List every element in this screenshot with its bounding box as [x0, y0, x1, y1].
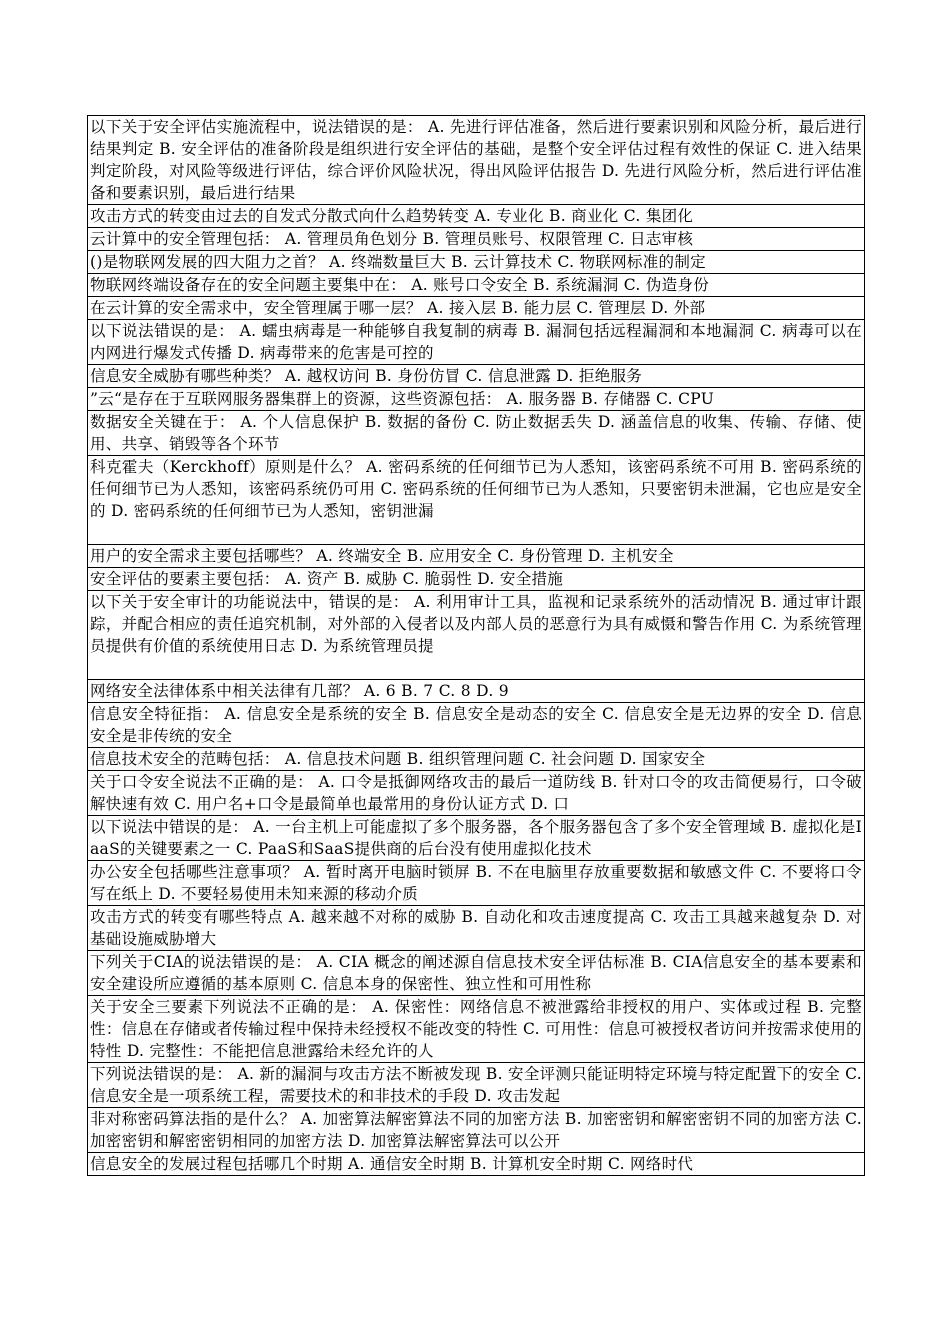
question-cell	[88, 251, 865, 274]
question-cell	[88, 771, 865, 816]
question-cell	[88, 568, 865, 591]
table-row	[88, 996, 865, 1063]
question-text: 下列关于CIA的说法错误的是： A. CIA 概念的阐述源自信息技术安全评估标准 B. CIA信息安全的基本要素和安全建设所应遵循的基本原则 C. 信息本身的保密性、独立性和可用性称	[90, 953, 862, 993]
question-text: 攻击方式的转变由过去的自发式分散式向什么趋势转变 A. 专业化 B. 商业化 C. 集团化	[90, 207, 694, 225]
question-cell	[88, 591, 865, 680]
question-cell	[88, 816, 865, 861]
table-row	[88, 568, 865, 591]
question-text: 以下关于安全评估实施流程中，说法错误的是： A. 先进行评估准备，然后进行要素识别和风险分析，最后进行结果判定 B. 安全评估的准备阶段是组织进行安全评估的基础，是整个安全评估过程有效性的保证 C. 进入结果判定阶段，对风险等级进行评估，综合评价风险状况，得出风险评估报告 D. 先进行风险分析，然后进行评估准备和要素识别，最后进行结果	[90, 118, 862, 202]
question-table	[87, 115, 865, 1176]
question-text: 非对称密码算法指的是什么？ A. 加密算法解密算法不同的加密方法 B. 加密密钥和解密密钥不同的加密方法 C. 加密密钥和解密密钥相同的加密方法 D. 加密算法解密算法可以公开	[90, 1110, 862, 1150]
table-row	[88, 274, 865, 297]
table-row	[88, 1108, 865, 1153]
table-row	[88, 591, 865, 680]
question-text: 用户的安全需求主要包括哪些？ A. 终端安全 B. 应用安全 C. 身份管理 D. 主机安全	[90, 547, 674, 565]
question-cell	[88, 365, 865, 388]
question-text: 信息技术安全的范畴包括： A. 信息技术问题 B. 组织管理问题 C. 社会问题 D. 国家安全	[90, 750, 706, 768]
question-text: 物联网终端设备存在的安全问题主要集中在： A. 账号口令安全 B. 系统漏洞 C. 伪造身份	[90, 276, 710, 294]
question-text: 信息安全的发展过程包括哪几个时期 A. 通信安全时期 B. 计算机安全时期 C. 网络时代	[90, 1155, 694, 1173]
question-cell	[88, 545, 865, 568]
question-text: 下列说法错误的是： A. 新的漏洞与攻击方法不断被发现 B. 安全评测只能证明特定环境与特定配置下的安全 C. 信息安全是一项系统工程，需要技术的和非技术的手段 D. 攻击发起	[90, 1065, 862, 1105]
table-row	[88, 228, 865, 251]
table-row	[88, 297, 865, 320]
table-row	[88, 771, 865, 816]
question-cell	[88, 228, 865, 251]
question-text: 安全评估的要素主要包括： A. 资产 B. 威胁 C. 脆弱性 D. 安全措施	[90, 570, 564, 588]
table-row	[88, 951, 865, 996]
question-cell	[88, 1063, 865, 1108]
question-text: ”云“是存在于互联网服务器集群上的资源，这些资源包括： A. 服务器 B. 存储器 C. CPU	[90, 390, 715, 408]
table-row	[88, 1063, 865, 1108]
question-cell	[88, 680, 865, 703]
question-text: ()是物联网发展的四大阻力之首？ A. 终端数量巨大 B. 云计算技术 C. 物联网标准的制定	[90, 253, 706, 271]
table-row	[88, 1153, 865, 1176]
question-text: 云计算中的安全管理包括： A. 管理员角色划分 B. 管理员账号、权限管理 C. 日志审核	[90, 230, 694, 248]
table-row	[88, 205, 865, 228]
table-row	[88, 906, 865, 951]
table-row	[88, 703, 865, 748]
question-text: 关于口令安全说法不正确的是： A. 口令是抵御网络攻击的最后一道防线 B. 针对口令的攻击简便易行，口令破解快速有效 C. 用户名+口令是最简单也最常用的身份认证方式 D. 口	[90, 773, 862, 813]
table-row	[88, 816, 865, 861]
question-cell	[88, 274, 865, 297]
question-cell	[88, 1153, 865, 1176]
table-row	[88, 748, 865, 771]
question-cell	[88, 116, 865, 205]
question-text: 攻击方式的转变有哪些特点 A. 越来越不对称的威胁 B. 自动化和攻击速度提高 C. 攻击工具越来越复杂 D. 对基础设施威胁增大	[90, 908, 862, 948]
question-text: 以下说法中错误的是： A. 一台主机上可能虚拟了多个服务器，各个服务器包含了多个安全管理域 B. 虚拟化是IaaS的关键要素之一 C. PaaS和SaaS提供商的后台没有使用虚拟化技术	[90, 818, 862, 858]
question-cell	[88, 388, 865, 411]
question-text: 数据安全关键在于： A. 个人信息保护 B. 数据的备份 C. 防止数据丢失 D. 涵盖信息的收集、传输、存储、使用、共享、销毁等各个环节	[90, 413, 862, 453]
question-text: 科克霍夫（Kerckhoff）原则是什么？ A. 密码系统的任何细节已为人悉知，该密码系统不可用 B. 密码系统的任何细节已为人悉知，该密码系统仍可用 C. 密码系统的任何细节已为人悉知，只要密钥未泄漏，它也应是安全的 D. 密码系统的任何细节已为人悉知，密钥泄漏	[90, 458, 862, 520]
question-cell	[88, 861, 865, 906]
question-cell	[88, 1108, 865, 1153]
table-row	[88, 320, 865, 365]
table-row	[88, 116, 865, 205]
question-cell	[88, 703, 865, 748]
table-row	[88, 861, 865, 906]
question-cell	[88, 748, 865, 771]
question-table-body	[88, 116, 865, 1176]
table-row	[88, 456, 865, 545]
table-row	[88, 388, 865, 411]
question-cell	[88, 297, 865, 320]
table-row	[88, 365, 865, 388]
question-text: 以下说法错误的是： A. 蠕虫病毒是一种能够自我复制的病毒 B. 漏洞包括远程漏洞和本地漏洞 C. 病毒可以在内网进行爆发式传播 D. 病毒带来的危害是可控的	[90, 322, 862, 362]
question-text: 在云计算的安全需求中，安全管理属于哪一层？ A. 接入层 B. 能力层 C. 管理层 D. 外部	[90, 299, 706, 317]
question-text: 信息安全威胁有哪些种类？ A. 越权访问 B. 身份仿冒 C. 信息泄露 D. 拒绝服务	[90, 367, 643, 385]
question-text: 关于安全三要素下列说法不正确的是： A. 保密性：网络信息不被泄露给非授权的用户、实体或过程 B. 完整性：信息在存储或者传输过程中保持未经授权不能改变的特性 C. 可用性：信息可被授权者访问并按需求使用的特性 D. 完整性：不能把信息泄露给未经允许的人	[90, 998, 862, 1060]
question-text: 办公安全包括哪些注意事项？ A. 暂时离开电脑时锁屏 B. 不在电脑里存放重要数据和敏感文件 C. 不要将口令写在纸上 D. 不要轻易使用未知来源的移动介质	[90, 863, 862, 903]
table-row	[88, 411, 865, 456]
table-row	[88, 680, 865, 703]
question-cell	[88, 996, 865, 1063]
question-cell	[88, 205, 865, 228]
table-row	[88, 545, 865, 568]
question-cell	[88, 906, 865, 951]
question-cell	[88, 411, 865, 456]
table-row	[88, 251, 865, 274]
question-cell	[88, 951, 865, 996]
question-text: 以下关于安全审计的功能说法中，错误的是： A. 利用审计工具，监视和记录系统外的活动情况 B. 通过审计跟踪，并配合相应的责任追究机制，对外部的入侵者以及内部人员的恶意行为具有威慑和警告作用 C. 为系统管理员提供有价值的系统使用日志 D. 为系统管理员提	[90, 593, 862, 655]
question-cell	[88, 320, 865, 365]
question-text: 网络安全法律体系中相关法律有几部？ A. 6 B. 7 C. 8 D. 9	[90, 682, 509, 700]
question-text: 信息安全特征指： A. 信息安全是系统的安全 B. 信息安全是动态的安全 C. 信息安全是无边界的安全 D. 信息安全是非传统的安全	[90, 705, 862, 745]
question-cell	[88, 456, 865, 545]
